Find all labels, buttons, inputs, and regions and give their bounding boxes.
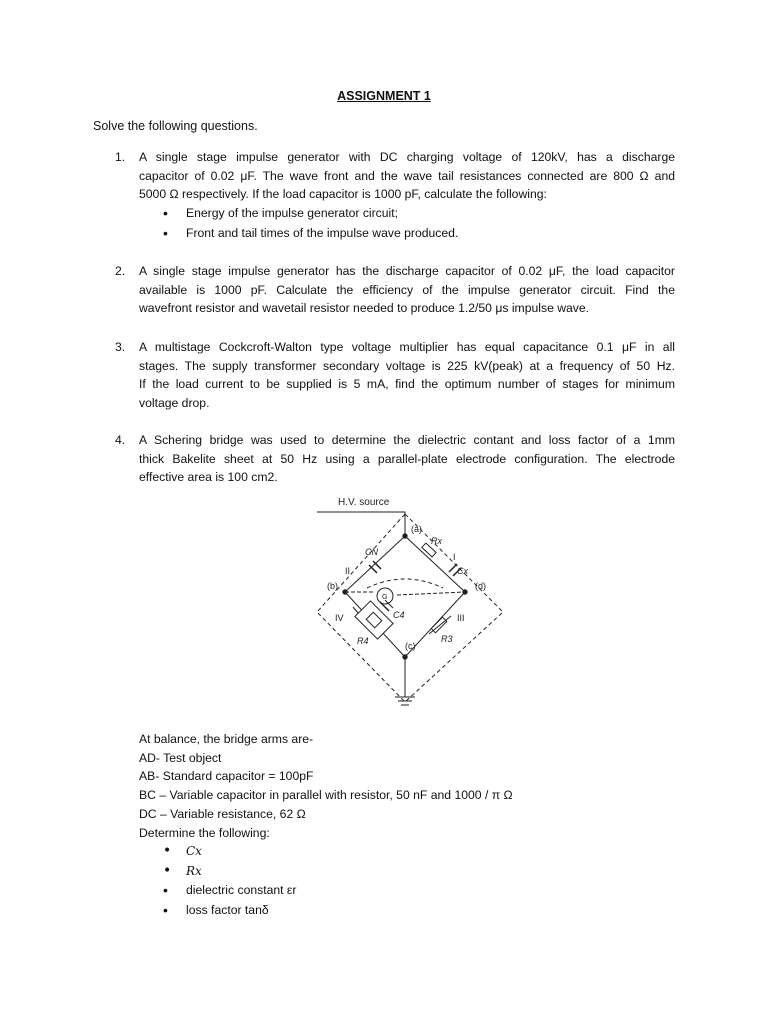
node-d-label: (d) (475, 581, 486, 591)
question-line: A Schering bridge was used to determine the dielectric contant and loss factor of a 1mm (139, 433, 675, 447)
node-a-label: (a) (411, 524, 422, 534)
question-line: effective area is 100 cm2. (139, 470, 278, 485)
determine-item: • Cx (139, 842, 513, 862)
determine-item: • Rx (139, 862, 513, 882)
arm-i-label: I (453, 552, 456, 562)
question-line: capacitor of 0.02 μF. The wave front and the wave tail resistances connected are 800 Ω and (139, 168, 675, 183)
determine-item: • dielectric constant εr (139, 881, 513, 901)
bullet-item: • Energy of the impulse generator circuit; (139, 204, 675, 224)
bullet-item: • Front and tail times of the impulse wave produced. (139, 224, 675, 244)
determine-list (139, 842, 513, 920)
cn-label: CN (365, 547, 378, 557)
question-line: stages. The supply transformer secondary voltage is 225 kV(peak) at a frequency of 50 Hz. (139, 358, 675, 373)
intro-text: Solve the following questions. (93, 119, 258, 133)
question-line: available is 1000 pF. Calculate the efficiency of the impulse generator circuit. Find the (139, 282, 675, 297)
r3-label: R3 (441, 634, 453, 644)
determine-heading: Determine the following: (139, 825, 270, 840)
hv-source-lead (317, 512, 405, 536)
question-line: voltage drop. (139, 396, 210, 411)
question-number: 1. (115, 150, 126, 164)
question-1 (115, 148, 675, 243)
balance-line: BC – Variable capacitor in parallel with resistor, 50 nF and 1000 / π Ω (139, 788, 513, 803)
page-title: ASSIGNMENT 1 (337, 89, 431, 103)
arm-iv-label: IV (335, 613, 344, 623)
question-4 (115, 431, 675, 487)
question-number: 4. (115, 433, 126, 447)
question-line: A single stage impulse generator has the discharge capacitor of 0.02 μF, the load capacitor (139, 264, 675, 278)
galvanometer-label: G (382, 594, 388, 601)
balance-line: AB- Standard capacitor = 100pF (139, 769, 314, 784)
r4-label: R4 (357, 636, 369, 646)
question-3 (115, 338, 675, 413)
question-line: thick Bakelite sheet at 50 Hz using a parallel-plate electrode configuration. The electrode (139, 451, 675, 466)
arm-iii-label: III (457, 613, 465, 623)
balance-heading: At balance, the bridge arms are- (139, 732, 314, 746)
question-line: 5000 Ω respectively. If the load capacitor is 1000 pF, calculate the following: (139, 187, 547, 202)
rx-label: Rx (431, 536, 442, 546)
balance-line: AD- Test object (139, 750, 222, 765)
determine-item: • loss factor tanδ (139, 901, 513, 921)
arm-ii-label: II (345, 566, 351, 576)
question-line: If the load current to be supplied is 5 mA, find the optimum number of stages for minimum (139, 377, 675, 392)
shield-outline (317, 514, 503, 702)
question-number: 3. (115, 340, 126, 354)
question-line: A multistage Cockcroft-Walton type voltage multiplier has equal capacitance 0.1 μF in all (139, 340, 675, 354)
question-line: A single stage impulse generator with DC charging voltage of 120kV, has a discharge (139, 150, 675, 164)
hv-source-label: H.V. source (338, 497, 390, 508)
balance-line: DC – Variable resistance, 62 Ω (139, 806, 306, 821)
question-1-bullets (139, 204, 675, 243)
c4-label: C4 (393, 610, 405, 620)
node-b-label: (b) (327, 581, 338, 591)
cx-label: Cx (457, 566, 468, 576)
balance-section (139, 730, 513, 920)
schering-bridge-diagram (305, 492, 515, 714)
node-c-label: (c) (405, 641, 416, 651)
question-line: wavefront resistor and wavetail resistor needed to produce 1.2/50 μs impulse wave. (139, 301, 590, 316)
question-number: 2. (115, 264, 126, 278)
question-2 (115, 262, 675, 318)
